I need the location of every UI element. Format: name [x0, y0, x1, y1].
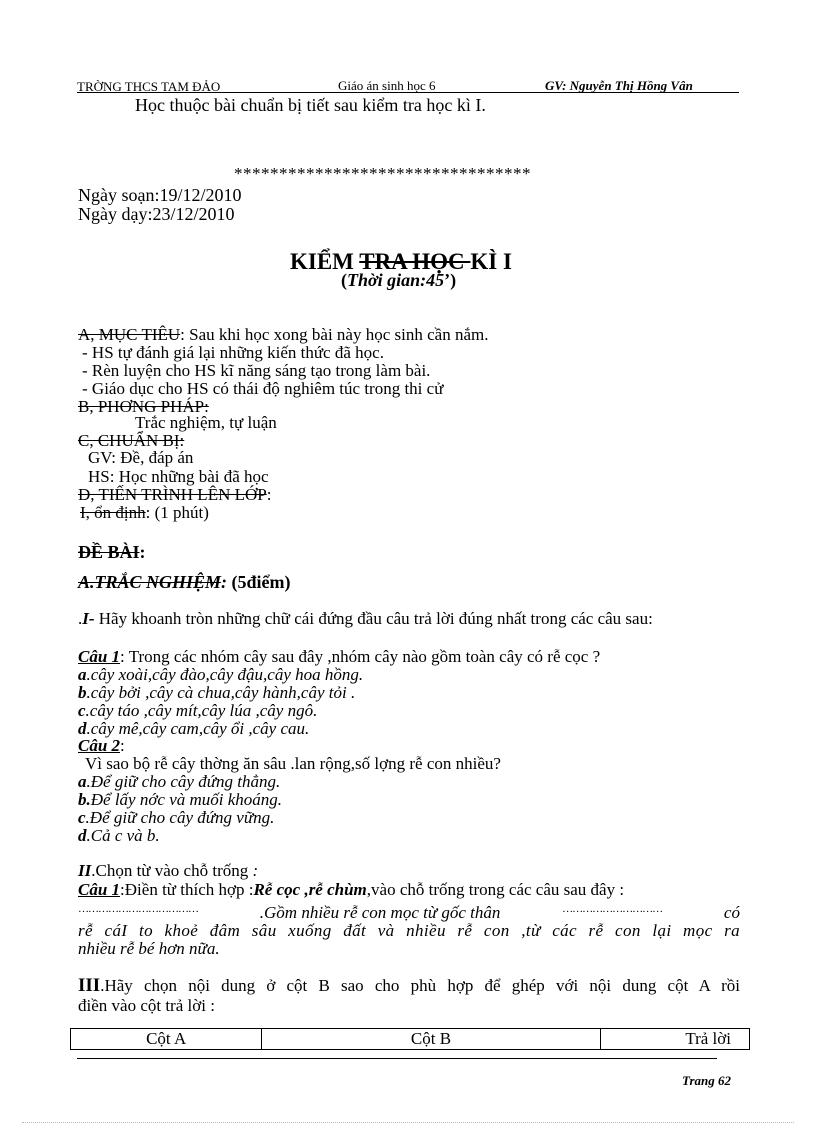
q1-option-b	[78, 683, 355, 703]
q2-option-d-text: .Cả c và b.	[86, 826, 160, 845]
part-ii-question	[78, 880, 624, 900]
exam-heading	[78, 542, 146, 563]
title-part-2: TRA HỌC	[359, 249, 471, 274]
part-ii-q-words: Rễ cọc ,rễ chùm	[253, 880, 367, 899]
q1-option-c	[78, 701, 317, 721]
question-1	[78, 647, 600, 667]
part-iii-num: III	[78, 975, 101, 996]
part-i-num: I-	[82, 609, 95, 628]
q1-option-a-letter: a	[78, 665, 87, 684]
section-d-item-label: I, ổn định	[80, 503, 146, 522]
q2-label: Câu 2	[78, 736, 121, 755]
section-a-label: A, MỤC TIÊU	[78, 325, 181, 344]
duration-text: Thời gian:45	[347, 270, 445, 290]
duration-open: (	[341, 270, 347, 290]
q2-option-a-text: .Để giữ cho cây đứng thẳng.	[86, 772, 281, 791]
q2-option-c	[78, 808, 274, 828]
section-c-gv: GV: Đề, đáp án	[88, 448, 194, 467]
q1-option-a	[78, 665, 363, 685]
section-a-text: : Sau khi học xong bài này học sinh cần nắm.	[180, 325, 489, 344]
header-school: TRỜNG THCS TAM ĐẢO	[77, 79, 221, 94]
section-b-label: B, PHƠNG PHÁP:	[78, 397, 209, 416]
q2-option-b-text: Để lấy nớc và muối khoáng.	[90, 790, 283, 809]
q1-option-a-text: .cây xoài,cây đào,cây đậu,cây hoa hồng.	[86, 665, 364, 684]
q2-option-a	[78, 772, 280, 792]
title-part-1: KIỂM	[290, 249, 360, 274]
header-teacher: GV: Nguyễn Thị Hồng Vân	[545, 78, 693, 93]
header-subject: Giáo án sinh học 6	[338, 78, 436, 93]
fill-dots-1: ………………………………	[78, 903, 198, 915]
fill-line-3: nhiều rễ bé hơn nữa.	[78, 939, 220, 958]
footer-rule	[77, 1058, 717, 1059]
table-header-row	[71, 1029, 750, 1050]
section-a	[78, 325, 488, 345]
q1-text: : Trong các nhóm cây sau đây ,nhóm cây nào gồm toàn cây có rễ cọc ?	[120, 647, 601, 666]
section-d	[78, 485, 271, 505]
date-taught: Ngày dạy:23/12/2010	[78, 204, 235, 224]
table-header-col-a: Cột A	[71, 1029, 262, 1050]
q2-option-b	[78, 790, 282, 810]
separator: *********************************	[234, 164, 531, 183]
q2-option-c-text: .Để giữ cho cây đứng vững.	[85, 808, 275, 827]
q2-option-d	[78, 826, 160, 846]
q2-text: Vì sao bộ rễ cây thờng ăn sâu .lan rộng,số lợng rễ con nhiều?	[85, 754, 501, 773]
question-2-label-line	[78, 736, 125, 756]
part-a-heading	[78, 572, 291, 593]
date-prepared: Ngày soạn:19/12/2010	[78, 185, 242, 205]
part-i-text: Hãy khoanh tròn những chữ cái đứng đầu câu trả lời đúng nhất trong các câu sau:	[94, 609, 653, 628]
fill-mid: .Gồm nhiều rễ con mọc từ gốc thân	[259, 903, 501, 922]
q1-option-d-text: .cây mê,cây cam,cây ổi ,cây cau.	[86, 719, 310, 738]
q1-option-b-text: .cây bởi ,cây cà chua,cây hành,cây tỏi .	[86, 683, 356, 702]
part-ii-q-text-b: ,vào chỗ trống trong các câu sau đây :	[366, 880, 625, 899]
part-ii-num: II	[78, 861, 92, 880]
section-d-colon: :	[266, 485, 272, 504]
part-iii-text-1: .Hãy chọn nội dung ở cột B sao cho phù hợp để ghép với nội dung cột A rồi	[100, 976, 740, 995]
table-header-answer: Trả lời	[600, 1029, 749, 1050]
part-ii-heading	[78, 861, 258, 881]
title-part-3: KÌ I	[470, 249, 512, 274]
page-number: Trang 62	[682, 1073, 731, 1088]
section-c-hs: HS: Học những bài đã học	[88, 467, 269, 486]
duration-close: ’)	[444, 270, 457, 290]
exam-heading-label: ĐỀ BÀI	[78, 542, 140, 562]
part-ii-q-text-a: :Điền từ thích hợp :	[120, 880, 254, 899]
matching-table	[70, 1028, 750, 1050]
section-d-item	[80, 503, 209, 523]
fill-end: có	[723, 903, 740, 922]
q2-option-a-letter: a	[78, 772, 87, 791]
q1-option-d-letter: d	[78, 719, 87, 738]
q2-option-c-letter: c	[78, 808, 86, 827]
q2-colon: :	[120, 736, 125, 755]
objective-1: - HS tự đánh giá lại những kiến thức đã học.	[82, 343, 384, 362]
exam-duration	[341, 270, 456, 291]
objective-3: - Giáo dục cho HS có thái độ nghiêm túc trong thi cử	[82, 379, 444, 398]
section-c-label: C, CHUẨN BỊ:	[78, 431, 185, 450]
part-i-instruction	[78, 610, 740, 627]
part-ii-text: .Chọn từ vào chỗ trống	[91, 861, 253, 880]
part-ii-q-label: Câu 1	[78, 880, 121, 899]
q1-option-c-text: .cây táo ,cây mít,cây lúa ,cây ngô.	[85, 701, 318, 720]
fill-line-1	[78, 903, 740, 923]
header-rule	[77, 92, 739, 93]
table-header-col-b: Cột B	[262, 1029, 600, 1050]
q2-option-d-letter: d	[78, 826, 87, 845]
exam-heading-colon: :	[139, 542, 146, 562]
intro-line: Học thuộc bài chuẩn bị tiết sau kiểm tra học kì I.	[135, 95, 486, 115]
q1-option-c-letter: c	[78, 701, 86, 720]
q1-label: Câu 1	[78, 647, 121, 666]
q2-option-b-letter: b.	[78, 790, 91, 809]
part-iii-line-2: điền vào cột trả lời :	[78, 996, 215, 1015]
fill-dots-2: …………………………	[562, 903, 663, 915]
q1-option-b-letter: b	[78, 683, 87, 702]
part-iii-line-1	[78, 975, 740, 997]
part-a-points: (5điểm)	[227, 572, 291, 592]
objective-2: - Rèn luyện cho HS kĩ năng sáng tạo trong làm bài.	[82, 361, 431, 380]
part-i-prefix: .	[78, 609, 83, 628]
part-ii-colon: :	[252, 861, 259, 880]
part-a-label: A.TRẮC NGHIỆM	[78, 572, 222, 592]
fill-line-2: rễ cáI to khoẻ đâm sâu xuống đất và nhiều rễ con ,từ các rễ con lại mọc ra	[78, 921, 740, 940]
section-d-label: D, TIẾN TRÌNH LÊN LỚP	[78, 485, 267, 504]
section-b-text: Trắc nghiệm, tự luận	[135, 413, 277, 432]
part-a-colon: :	[221, 572, 228, 592]
section-d-item-text: : (1 phút)	[145, 503, 209, 522]
